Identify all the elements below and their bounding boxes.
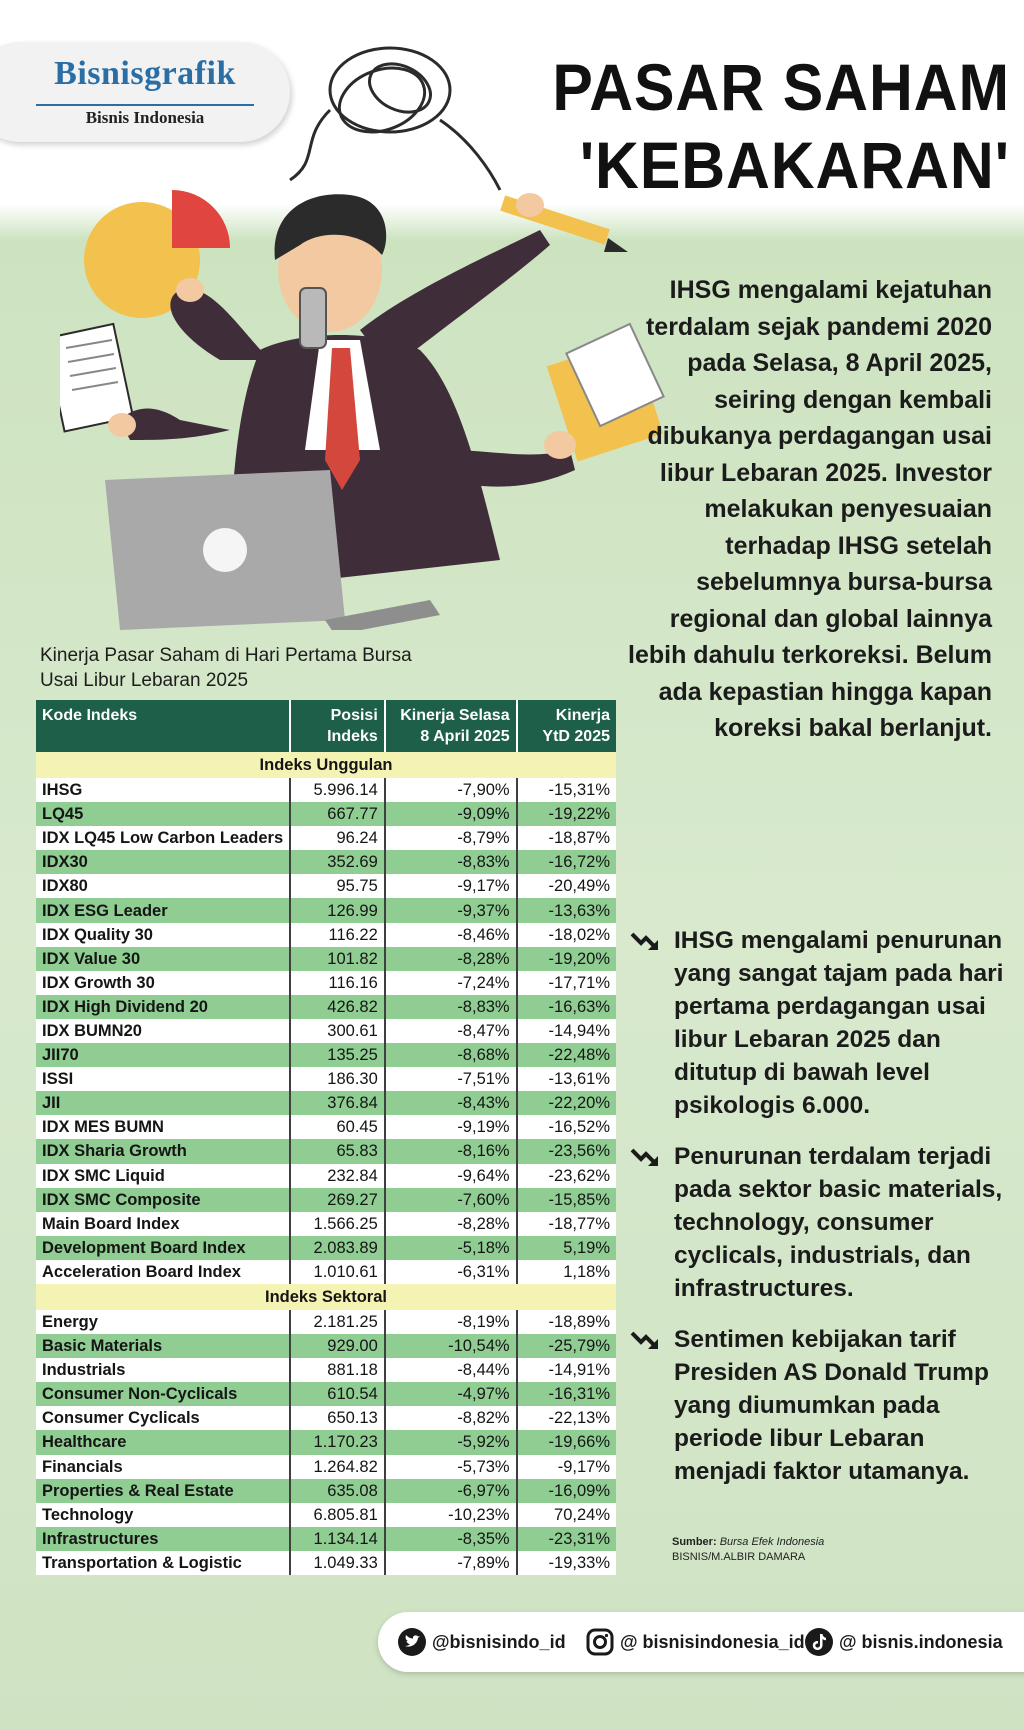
intro-paragraph: IHSG mengalami kejatuhan terdalam sejak pandemi 2020 pada Selasa, 8 April 2025, seiring dengan kembali dibukanya perdagangan usai libur Lebaran 2025. Investor melakukan penyesuaian terhadap IHSG setelah sebelumnya bursa-bursa regional dan global lainnya lebih dahulu terkoreksi. Belum ada kepastian hingga kapan koreksi bakal berlanjut. xyxy=(628,276,992,742)
daily-change-cell: -8,83% xyxy=(385,850,517,874)
social-instagram[interactable] xyxy=(586,1628,805,1656)
table-row xyxy=(36,802,616,826)
ytd-change-cell: -22,13% xyxy=(517,1406,616,1430)
ytd-change-cell: -20,49% xyxy=(517,874,616,898)
daily-change-cell: -5,92% xyxy=(385,1430,517,1454)
index-name-cell: IDX BUMN20 xyxy=(36,1019,290,1043)
daily-change-cell: -7,24% xyxy=(385,971,517,995)
index-name-cell: Main Board Index xyxy=(36,1212,290,1236)
table-body xyxy=(36,752,616,1575)
daily-change-cell: -7,89% xyxy=(385,1551,517,1575)
daily-change-cell: -8,79% xyxy=(385,826,517,850)
ytd-change-cell: -25,79% xyxy=(517,1334,616,1358)
section-title: Indeks Unggulan xyxy=(36,752,616,778)
index-position-cell: 101.82 xyxy=(290,947,385,971)
index-position-cell: 881.18 xyxy=(290,1358,385,1382)
index-position-cell: 1.264.82 xyxy=(290,1455,385,1479)
daily-change-cell: -8,19% xyxy=(385,1310,517,1334)
table-row xyxy=(36,1382,616,1406)
daily-change-cell: -8,46% xyxy=(385,923,517,947)
index-name-cell: Basic Materials xyxy=(36,1334,290,1358)
table-title xyxy=(40,643,460,693)
index-position-cell: 232.84 xyxy=(290,1164,385,1188)
table-row xyxy=(36,1019,616,1043)
header-posisi-indeks xyxy=(290,700,385,752)
table-row xyxy=(36,898,616,922)
table-row xyxy=(36,1212,616,1236)
table-row xyxy=(36,1139,616,1163)
index-name-cell: IDX30 xyxy=(36,850,290,874)
index-name-cell: IDX High Dividend 20 xyxy=(36,995,290,1019)
daily-change-cell: -8,68% xyxy=(385,1043,517,1067)
index-position-cell: 126.99 xyxy=(290,898,385,922)
index-name-cell: Properties & Real Estate xyxy=(36,1479,290,1503)
index-name-cell: IDX Growth 30 xyxy=(36,971,290,995)
index-name-cell: JII70 xyxy=(36,1043,290,1067)
daily-change-cell: -7,90% xyxy=(385,778,517,802)
ytd-change-cell: -9,17% xyxy=(517,1455,616,1479)
index-position-cell: 376.84 xyxy=(290,1091,385,1115)
daily-change-cell: -7,51% xyxy=(385,1067,517,1091)
table-row xyxy=(36,1503,616,1527)
index-name-cell: IDX ESG Leader xyxy=(36,898,290,922)
header-ytd-line-2: YtD 2025 xyxy=(542,728,610,745)
source-value: Bursa Efek Indonesia xyxy=(719,1536,825,1548)
section-title: Indeks Sektoral xyxy=(36,1284,616,1310)
index-name-cell: IDX Quality 30 xyxy=(36,923,290,947)
index-position-cell: 667.77 xyxy=(290,802,385,826)
daily-change-cell: -8,28% xyxy=(385,947,517,971)
title-line-1: PASAR SAHAM xyxy=(552,50,1010,124)
index-position-cell: 929.00 xyxy=(290,1334,385,1358)
daily-change-cell: -9,64% xyxy=(385,1164,517,1188)
key-point-2-text: Penurunan terdalam terjadi pada sektor basic materials, technology, consumer cyclicals, industrials, dan infrastructures. xyxy=(674,1143,1003,1302)
ytd-change-cell: -22,20% xyxy=(517,1091,616,1115)
daily-change-cell: -8,43% xyxy=(385,1091,517,1115)
author-credit: BISNIS/M.ALBIR DAMARA xyxy=(672,1551,806,1563)
daily-change-cell: -5,73% xyxy=(385,1455,517,1479)
daily-change-cell: -9,17% xyxy=(385,874,517,898)
table-row xyxy=(36,1067,616,1091)
index-position-cell: 300.61 xyxy=(290,1019,385,1043)
ytd-change-cell: -14,91% xyxy=(517,1358,616,1382)
key-point-1-text: IHSG mengalami penurunan yang sangat tajam pada hari pertama perdagangan usai libur Lebaran 2025 dan ditutup di bawah level psikologis 6.000. xyxy=(674,927,1004,1119)
index-name-cell: Transportation & Logistic xyxy=(36,1551,290,1575)
header-ytd-line-1: Kinerja xyxy=(555,707,610,724)
table-row xyxy=(36,1091,616,1115)
ytd-change-cell: -19,66% xyxy=(517,1430,616,1454)
daily-change-cell: -8,35% xyxy=(385,1527,517,1551)
index-position-cell: 96.24 xyxy=(290,826,385,850)
header-posisi-line-1: Posisi xyxy=(330,707,378,724)
daily-change-cell: -4,97% xyxy=(385,1382,517,1406)
daily-change-cell: -9,37% xyxy=(385,898,517,922)
index-name-cell: Financials xyxy=(36,1455,290,1479)
index-name-cell: Consumer Non-Cyclicals xyxy=(36,1382,290,1406)
daily-change-cell: -6,97% xyxy=(385,1479,517,1503)
daily-change-cell: -9,09% xyxy=(385,802,517,826)
index-name-cell: IDX MES BUMN xyxy=(36,1115,290,1139)
index-position-cell: 1.010.61 xyxy=(290,1260,385,1284)
index-position-cell: 95.75 xyxy=(290,874,385,898)
table-row xyxy=(36,778,616,802)
index-name-cell: Infrastructures xyxy=(36,1527,290,1551)
daily-change-cell: -8,28% xyxy=(385,1212,517,1236)
table-row xyxy=(36,923,616,947)
index-name-cell: IHSG xyxy=(36,778,290,802)
index-position-cell: 116.22 xyxy=(290,923,385,947)
trend-down-icon xyxy=(630,1327,660,1353)
page-title xyxy=(513,48,1010,204)
index-position-cell: 352.69 xyxy=(290,850,385,874)
title-line-2: 'KEBAKARAN' xyxy=(579,128,1010,202)
daily-change-cell: -8,16% xyxy=(385,1139,517,1163)
table-row xyxy=(36,1334,616,1358)
index-name-cell: Acceleration Board Index xyxy=(36,1260,290,1284)
table-title-line-1: Kinerja Pasar Saham di Hari Pertama Bursa xyxy=(40,645,412,666)
header-kinerja-ytd xyxy=(517,700,616,752)
daily-change-cell: -5,18% xyxy=(385,1236,517,1260)
index-position-cell: 426.82 xyxy=(290,995,385,1019)
table-row xyxy=(36,850,616,874)
index-position-cell: 116.16 xyxy=(290,971,385,995)
index-position-cell: 610.54 xyxy=(290,1382,385,1406)
index-position-cell: 135.25 xyxy=(290,1043,385,1067)
index-position-cell: 635.08 xyxy=(290,1479,385,1503)
social-tiktok[interactable] xyxy=(805,1628,1003,1656)
table-row xyxy=(36,1260,616,1284)
index-position-cell: 65.83 xyxy=(290,1139,385,1163)
tiktok-icon xyxy=(805,1628,833,1656)
social-twitter[interactable] xyxy=(398,1628,566,1656)
ytd-change-cell: -19,20% xyxy=(517,947,616,971)
daily-change-cell: -9,19% xyxy=(385,1115,517,1139)
index-name-cell: Energy xyxy=(36,1310,290,1334)
table-row xyxy=(36,1043,616,1067)
ytd-change-cell: 70,24% xyxy=(517,1503,616,1527)
scribble-icon xyxy=(290,48,500,190)
index-position-cell: 60.45 xyxy=(290,1115,385,1139)
index-name-cell: IDX SMC Composite xyxy=(36,1188,290,1212)
index-name-cell: LQ45 xyxy=(36,802,290,826)
index-position-cell: 1.134.14 xyxy=(290,1527,385,1551)
source-line xyxy=(672,1535,824,1550)
index-name-cell: IDX80 xyxy=(36,874,290,898)
table-row xyxy=(36,1358,616,1382)
ytd-change-cell: -16,31% xyxy=(517,1382,616,1406)
ytd-change-cell: -13,63% xyxy=(517,898,616,922)
ytd-change-cell: -16,72% xyxy=(517,850,616,874)
index-name-cell: Industrials xyxy=(36,1358,290,1382)
header-selasa-line-2: 8 April 2025 xyxy=(420,728,510,745)
table-row xyxy=(36,1551,616,1575)
index-name-cell: Technology xyxy=(36,1503,290,1527)
index-name-cell: Consumer Cyclicals xyxy=(36,1406,290,1430)
daily-change-cell: -6,31% xyxy=(385,1260,517,1284)
index-name-cell: Development Board Index xyxy=(36,1236,290,1260)
header-kode-indeks: Kode Indeks xyxy=(36,700,290,752)
index-name-cell: ISSI xyxy=(36,1067,290,1091)
twitter-icon xyxy=(398,1628,426,1656)
brand-publisher: Bisnis Indonesia xyxy=(85,108,205,127)
key-point-2 xyxy=(630,1140,1010,1305)
index-name-cell: IDX LQ45 Low Carbon Leaders xyxy=(36,826,290,850)
table-row xyxy=(36,1115,616,1139)
table-row xyxy=(36,1406,616,1430)
table-row xyxy=(36,1430,616,1454)
table-row xyxy=(36,971,616,995)
ytd-change-cell: -16,09% xyxy=(517,1479,616,1503)
table-header-row xyxy=(36,700,616,752)
source-label: Sumber: xyxy=(672,1536,717,1548)
index-position-cell: 1.049.33 xyxy=(290,1551,385,1575)
index-position-cell: 6.805.81 xyxy=(290,1503,385,1527)
table-row xyxy=(36,1164,616,1188)
ytd-change-cell: -16,63% xyxy=(517,995,616,1019)
daily-change-cell: -8,44% xyxy=(385,1358,517,1382)
section-header-row xyxy=(36,1284,616,1310)
table-row xyxy=(36,1527,616,1551)
ytd-change-cell: -18,89% xyxy=(517,1310,616,1334)
ytd-change-cell: -17,71% xyxy=(517,971,616,995)
ytd-change-cell: -23,31% xyxy=(517,1527,616,1551)
table-row xyxy=(36,874,616,898)
tiktok-handle: @ bisnis.indonesia xyxy=(839,1631,1003,1652)
ytd-change-cell: -18,77% xyxy=(517,1212,616,1236)
index-name-cell: Healthcare xyxy=(36,1430,290,1454)
table-row xyxy=(36,995,616,1019)
source-credit xyxy=(672,1535,824,1565)
index-position-cell: 1.170.23 xyxy=(290,1430,385,1454)
ytd-change-cell: -19,22% xyxy=(517,802,616,826)
header-kinerja-selasa xyxy=(385,700,517,752)
brand-logo: Bisnisgrafik xyxy=(54,55,236,92)
ytd-change-cell: -18,87% xyxy=(517,826,616,850)
instagram-icon xyxy=(586,1628,614,1656)
daily-change-cell: -10,54% xyxy=(385,1334,517,1358)
index-position-cell: 650.13 xyxy=(290,1406,385,1430)
daily-change-cell: -8,83% xyxy=(385,995,517,1019)
ytd-change-cell: -14,94% xyxy=(517,1019,616,1043)
header-posisi-line-2: Indeks xyxy=(327,728,378,745)
table-row xyxy=(36,1310,616,1334)
ytd-change-cell: 1,18% xyxy=(517,1260,616,1284)
table-row xyxy=(36,1236,616,1260)
ytd-change-cell: -18,02% xyxy=(517,923,616,947)
table-row xyxy=(36,826,616,850)
trend-down-icon xyxy=(630,1144,660,1170)
index-position-cell: 269.27 xyxy=(290,1188,385,1212)
section-header-row xyxy=(36,752,616,778)
key-point-1 xyxy=(630,924,1010,1122)
ytd-change-cell: -16,52% xyxy=(517,1115,616,1139)
table-row xyxy=(36,1455,616,1479)
ytd-change-cell: -23,62% xyxy=(517,1164,616,1188)
trend-down-icon xyxy=(630,928,660,954)
daily-change-cell: -8,82% xyxy=(385,1406,517,1430)
twitter-handle: @bisnisindo_id xyxy=(432,1631,566,1652)
ytd-change-cell: -23,56% xyxy=(517,1139,616,1163)
index-position-cell: 5.996.14 xyxy=(290,778,385,802)
ytd-change-cell: -13,61% xyxy=(517,1067,616,1091)
index-performance-table xyxy=(36,700,616,1575)
ytd-change-cell: -19,33% xyxy=(517,1551,616,1575)
ytd-change-cell: -22,48% xyxy=(517,1043,616,1067)
index-position-cell: 2.181.25 xyxy=(290,1310,385,1334)
key-points-list xyxy=(630,924,1010,1506)
table-row xyxy=(36,1188,616,1212)
index-name-cell: JII xyxy=(36,1091,290,1115)
ytd-change-cell: -15,85% xyxy=(517,1188,616,1212)
key-point-3-text: Sentimen kebijakan tarif Presiden AS Donald Trump yang diumumkan pada periode libur Lebaran menjadi faktor utamanya. xyxy=(674,1326,989,1485)
index-position-cell: 186.30 xyxy=(290,1067,385,1091)
ytd-change-cell: 5,19% xyxy=(517,1236,616,1260)
key-point-3 xyxy=(630,1323,1010,1488)
ytd-change-cell: -15,31% xyxy=(517,778,616,802)
daily-change-cell: -10,23% xyxy=(385,1503,517,1527)
index-name-cell: IDX Sharia Growth xyxy=(36,1139,290,1163)
index-position-cell: 1.566.25 xyxy=(290,1212,385,1236)
daily-change-cell: -7,60% xyxy=(385,1188,517,1212)
daily-change-cell: -8,47% xyxy=(385,1019,517,1043)
table-row xyxy=(36,947,616,971)
index-name-cell: IDX SMC Liquid xyxy=(36,1164,290,1188)
instagram-handle: @ bisnisindonesia_id xyxy=(620,1631,805,1652)
index-position-cell: 2.083.89 xyxy=(290,1236,385,1260)
header-selasa-line-1: Kinerja Selasa xyxy=(400,707,510,724)
index-name-cell: IDX Value 30 xyxy=(36,947,290,971)
table-row xyxy=(36,1479,616,1503)
table-title-line-2: Usai Libur Lebaran 2025 xyxy=(40,670,249,691)
